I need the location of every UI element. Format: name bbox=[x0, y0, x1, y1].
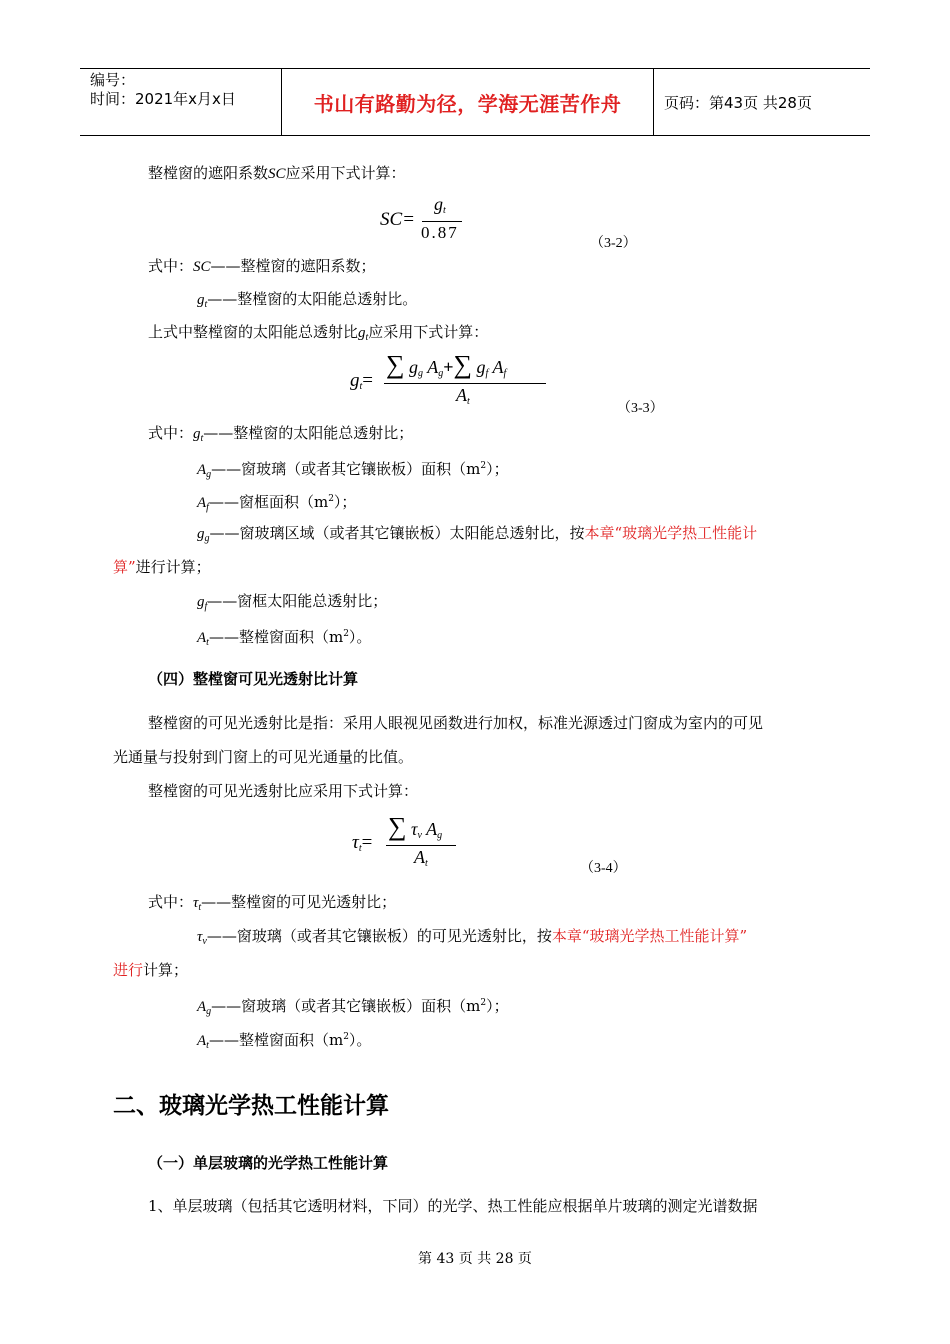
section-heading-2: 二、玻璃光学热工性能计算 bbox=[113, 1093, 389, 1119]
eq3-denominator: $A_t$ bbox=[414, 847, 428, 869]
eq1-numerator: $g_t$ bbox=[434, 194, 446, 216]
where-tauv-cont: 进行计算； bbox=[113, 961, 189, 979]
header-number: 编号： bbox=[90, 71, 136, 89]
subsection-heading-1: （一）单层玻璃的光学热工性能计算 bbox=[148, 1154, 389, 1172]
eq2-fraction-bar bbox=[384, 383, 546, 384]
eq1-denominator: 0.87 bbox=[421, 223, 459, 242]
eq1-lhs: SC= bbox=[380, 209, 415, 230]
equation-3-2 bbox=[380, 196, 500, 246]
eq1-fraction-bar bbox=[422, 221, 462, 222]
where-sc: 式中：SC——整樘窗的遮阳系数； bbox=[148, 257, 376, 275]
where-gt-1: $g_t——$整樘窗的太阳能总透射比。 bbox=[197, 290, 418, 310]
page-footer: 第 43 页 共 28 页 bbox=[418, 1251, 532, 1267]
where-at-2: $A_t——$整樘窗面积$(m^2)$。 bbox=[197, 1031, 372, 1051]
section-heading-4: （四）整樘窗可见光透射比计算 bbox=[148, 670, 359, 688]
where-tauv: $\tau_v——$窗玻璃（或者其它镶嵌板）的可见光透射比，按本章“玻璃光学热工性能计算” bbox=[197, 927, 748, 947]
equation-3-4 bbox=[352, 810, 472, 876]
equation-3-3 bbox=[350, 348, 560, 414]
eq3-fraction-bar bbox=[386, 845, 456, 846]
header-time: 时间：2021年x月x日 bbox=[90, 90, 236, 108]
paragraph-visible-intro: 整樘窗的可见光透射比应采用下式计算： bbox=[148, 782, 419, 800]
chapter-reference-link: 本章“玻璃光学热工性能计 bbox=[584, 524, 758, 542]
equation-number-3-3: （3-3） bbox=[617, 401, 664, 416]
eq2-denominator: $A_t$ bbox=[456, 385, 470, 407]
page-header bbox=[80, 68, 870, 136]
equation-number-3-2: （3-2） bbox=[590, 236, 637, 251]
where-gg-cont: 算”进行计算； bbox=[113, 558, 211, 576]
paragraph-gt-intro: 上式中整樘窗的太阳能总透射比$g_t$应采用下式计算： bbox=[148, 323, 489, 343]
eq3-numerator: ∑ $\tau_v$ $A_g$ bbox=[388, 812, 443, 841]
where-at-1: $A_t——$整樘窗面积$(m^2)$。 bbox=[197, 628, 372, 648]
where-gg: $g_g——$窗玻璃区域（或者其它镶嵌板）太阳能总透射比，按本章“玻璃光学热工性能计 bbox=[197, 524, 758, 544]
header-motto: 书山有路勤为径，学海无涯苦作舟 bbox=[282, 69, 654, 135]
where-gf: $g_f——$窗框太阳能总透射比； bbox=[197, 592, 388, 612]
paragraph-visible-def-2: 光通量与投射到门窗上的可见光通量的比值。 bbox=[113, 748, 414, 766]
header-page-number: 页码：第43页 共28页 bbox=[664, 93, 812, 112]
paragraph-sc-intro: 整樘窗的遮阳系数SC应采用下式计算： bbox=[148, 164, 406, 182]
paragraph-single-glass: 1、单层玻璃（包括其它透明材料，下同）的光学、热工性能应根据单片玻璃的测定光谱数据 bbox=[148, 1197, 758, 1215]
equation-number-3-4: （3-4） bbox=[580, 861, 627, 876]
where-af: $A_f——$窗框面积$(m^2)$； bbox=[197, 493, 357, 513]
where-ag-1: $A_g——$窗玻璃（或者其它镶嵌板）面积$(m^2)$； bbox=[197, 460, 509, 480]
chapter-reference-link-2: 本章“玻璃光学热工性能计算” bbox=[551, 927, 748, 945]
eq3-lhs: $\tau_t=$ bbox=[352, 832, 373, 854]
header-info-cell bbox=[80, 69, 282, 135]
where-taut: 式中：$\tau_t——$整樘窗的可见光透射比； bbox=[148, 893, 397, 913]
where-ag-2: $A_g——$窗玻璃（或者其它镶嵌板）面积$(m^2)$； bbox=[197, 997, 509, 1017]
paragraph-visible-def-1: 整樘窗的可见光透射比是指：采用人眼视见函数进行加权，标准光源透过门窗成为室内的可见 bbox=[148, 714, 764, 732]
eq2-lhs: $g_t=$ bbox=[350, 370, 373, 392]
eq2-numerator: ∑ $g_g$ $A_g+\sum$ $g_f$ $A_f$ bbox=[386, 350, 507, 379]
where-gt-2: 式中：$g_t——$整樘窗的太阳能总透射比； bbox=[148, 424, 414, 444]
